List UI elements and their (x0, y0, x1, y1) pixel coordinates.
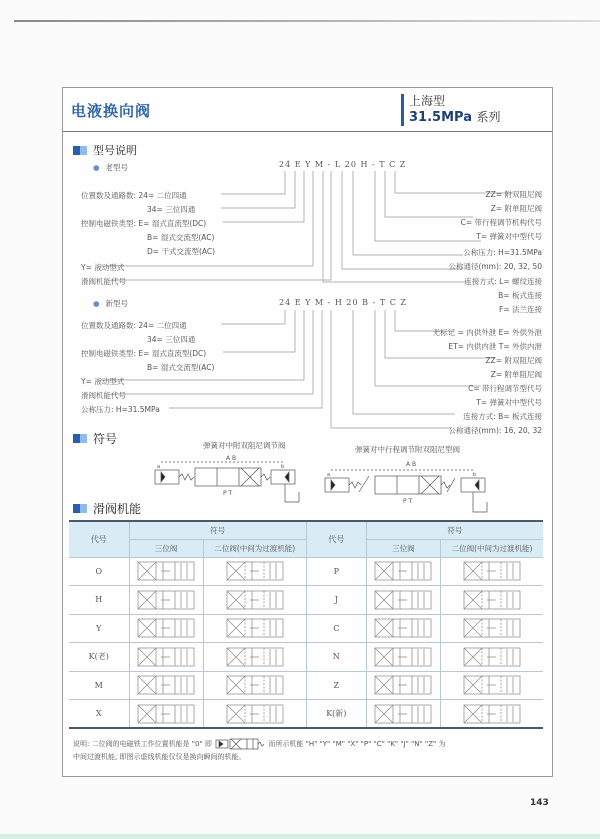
port-b-label: b (473, 472, 477, 478)
table-row (69, 671, 543, 700)
valve-symbol-icon (374, 561, 432, 581)
note-line2: 中间过渡机能, 即图示虚线机能仅仅是换向瞬间的机能。 (73, 753, 246, 761)
two-position-symbol (203, 614, 306, 643)
valve-symbol-icon (463, 618, 521, 638)
old-model-code: 24 E Y M - L 20 H - T C Z (279, 160, 407, 169)
function-code: M (69, 671, 129, 700)
three-position-symbol (366, 586, 440, 615)
new-right-item: C= 带行程调节型代号 (468, 384, 542, 393)
section-bullet-icon (73, 504, 87, 513)
old-right-item: ZZ= 附双阻尼阀 (485, 190, 542, 199)
old-left-item: 34= 三位四通 (147, 205, 196, 214)
page-number: 143 (530, 798, 549, 808)
old-left-item: 控制电磁铁类型: E= 湿式直流型(DC) (81, 219, 207, 228)
top-rule (14, 20, 600, 22)
valve-diagram-1 (153, 448, 303, 508)
ports-bottom-label: P T (223, 490, 233, 497)
old-left-item: 滑阀机能代号 (81, 277, 126, 286)
three-position-symbol (129, 614, 203, 643)
valve-symbol-icon (374, 618, 432, 638)
function-code: O (69, 557, 129, 586)
new-left-item: 控制电磁铁类型: E= 湿式直流型(DC) (81, 349, 207, 358)
valve-symbol-icon (374, 647, 432, 667)
section-heading: 滑阀机能 (93, 502, 142, 516)
section-bullet-icon (73, 434, 87, 443)
new-left-item: 位置数及通路数: 24= 二位四通 (81, 321, 187, 330)
old-left-item: Y= 液动型式 (81, 263, 125, 272)
two-position-symbol (441, 700, 543, 729)
old-left-item: B= 湿式交流型(AC) (147, 233, 215, 242)
two-position-symbol (203, 700, 306, 729)
two-position-symbol (203, 671, 306, 700)
catalog-card (62, 87, 553, 777)
valve-function-icon (214, 738, 266, 750)
old-right-item: 公称压力: H=31.5MPa (463, 248, 542, 257)
three-position-symbol (366, 614, 440, 643)
function-code: X (69, 700, 129, 729)
series-label: 系列 (476, 110, 501, 124)
function-code: Y (69, 614, 129, 643)
new-right-item: 连接方式: B= 板式连接 (463, 412, 542, 421)
note-text (73, 738, 543, 764)
diagram-caption-1: 弹簧对中附双阻尼调节阀 (203, 441, 286, 450)
table-row (69, 586, 543, 615)
two-position-symbol (441, 671, 543, 700)
bullet-dot-icon: ● (93, 163, 100, 172)
new-right-item: ET= 内供内泄 T= 外供内泄 (448, 342, 542, 351)
col-symbol-header: 符号 (129, 521, 306, 539)
series-subtitle: 上海型 (409, 94, 446, 108)
ports-top-label: A B (226, 455, 237, 462)
old-right-item: Z= 附单阻尼阀 (490, 204, 542, 213)
note-line1-b: 而所示机能 "H" "Y" "M" "X" "P" "C" "K" "J" "N" "Z" 为 (268, 740, 446, 748)
valve-symbol-icon (137, 618, 195, 638)
section-function (73, 500, 141, 517)
valve-symbol-icon (137, 647, 195, 667)
valve-symbol-icon (226, 590, 284, 610)
function-code: P (306, 557, 366, 586)
old-left-item: 位置数及通路数: 24= 二位四通 (81, 191, 187, 200)
bullet-dot-icon: ● (93, 299, 100, 308)
valve-symbol-icon (137, 704, 195, 724)
new-right-item: Z= 附单阻尼阀 (490, 370, 542, 379)
valve-symbol-icon (137, 675, 195, 695)
old-left-item: D= 干式交流型(AC) (147, 247, 216, 256)
two-position-symbol (441, 586, 543, 615)
valve-symbol-icon (137, 590, 195, 610)
table-row (69, 700, 543, 729)
col-code-header: 代号 (306, 521, 366, 557)
three-position-symbol (129, 700, 203, 729)
section-symbol (73, 430, 117, 447)
new-left-item: B= 湿式交流型(AC) (147, 363, 215, 372)
valve-symbol-icon (226, 647, 284, 667)
table-row (69, 614, 543, 643)
new-model-label: ● 新型号 (93, 299, 129, 308)
old-model-label: ● 老型号 (93, 163, 129, 172)
valve-symbol-icon (374, 675, 432, 695)
new-left-item: 滑阀机能代号 (81, 391, 126, 400)
col-three-position: 三位阀 (366, 539, 440, 557)
new-right-item: ZZ= 附双阻尼阀 (485, 356, 542, 365)
new-left-item: 34= 三位四通 (147, 335, 196, 344)
port-a-label: a (157, 464, 161, 470)
new-right-item: 公称通径(mm): 16, 20, 32 (448, 426, 542, 435)
section-heading: 型号说明 (93, 144, 137, 157)
new-right-item: T= 弹簧对中型代号 (476, 398, 542, 407)
diagram-caption-2: 弹簧对中行程调节附双阻尼型阀 (355, 445, 460, 454)
old-right-item: T= 弹簧对中型代号 (476, 232, 542, 241)
table-row (69, 557, 543, 586)
table-row (69, 643, 543, 672)
ports-top-label: A B (406, 461, 417, 468)
function-table (69, 520, 543, 729)
old-right-item: C= 带行程调节机构代号 (460, 218, 542, 227)
old-right-item: B= 板式连接 (498, 291, 542, 300)
col-code-header: 代号 (69, 521, 129, 557)
two-position-symbol (203, 557, 306, 586)
valve-diagram-2 (323, 452, 493, 514)
three-position-symbol (366, 557, 440, 586)
function-code: H (69, 586, 129, 615)
function-code: C (306, 614, 366, 643)
valve-symbol-icon (226, 618, 284, 638)
valve-symbol-icon (463, 590, 521, 610)
two-position-symbol (203, 643, 306, 672)
col-symbol-header: 符号 (366, 521, 543, 539)
valve-symbol-icon (374, 704, 432, 724)
function-code: N (306, 643, 366, 672)
old-right-item: 连接方式: L= 螺纹连接 (464, 277, 542, 286)
new-right-item: 无标记 = 内供外泄 E= 外供外泄 (432, 328, 542, 337)
three-position-symbol (366, 643, 440, 672)
three-position-symbol (366, 700, 440, 729)
two-position-symbol (203, 586, 306, 615)
col-three-position: 三位阀 (129, 539, 203, 557)
three-position-symbol (129, 557, 203, 586)
three-position-symbol (129, 671, 203, 700)
series-value: 31.5MPa (409, 110, 472, 125)
three-position-symbol (129, 643, 203, 672)
function-code: J (306, 586, 366, 615)
valve-symbol-icon (226, 704, 284, 724)
valve-symbol-icon (463, 704, 521, 724)
function-code: Z (306, 671, 366, 700)
new-left-item: 公称压力: H=31.5MPa (81, 405, 160, 414)
two-position-symbol (441, 643, 543, 672)
function-code: K(老) (69, 643, 129, 672)
col-two-position: 二位阀(中间为过渡机能) (441, 539, 543, 557)
port-a-label: a (327, 472, 331, 478)
valve-symbol-icon (226, 561, 284, 581)
two-position-symbol (441, 557, 543, 586)
valve-symbol-icon (374, 590, 432, 610)
old-right-item: F= 法兰连接 (499, 305, 542, 314)
page-title: 电液换向阀 (71, 102, 152, 120)
new-left-item: Y= 液动型式 (81, 377, 125, 386)
function-code: K(新) (306, 700, 366, 729)
three-position-symbol (129, 586, 203, 615)
bottom-edge (0, 834, 600, 839)
valve-symbol-icon (226, 675, 284, 695)
port-b-label: b (281, 464, 285, 470)
col-two-position: 二位阀(中间为过渡机能) (203, 539, 306, 557)
old-right-item: 公称通径(mm): 20, 32, 50 (448, 262, 542, 271)
valve-symbol-icon (463, 647, 521, 667)
two-position-symbol (441, 614, 543, 643)
valve-symbol-icon (463, 675, 521, 695)
new-model-code: 24 E Y M - H 20 B - T C Z (279, 298, 407, 307)
valve-symbol-icon (137, 561, 195, 581)
ports-bottom-label: P T (403, 498, 413, 505)
section-heading: 符号 (93, 432, 118, 446)
valve-symbol-icon (463, 561, 521, 581)
note-line1-a: 说明: 二位阀的电磁铁工作位置机能是 "0" 即 (73, 740, 212, 748)
three-position-symbol (366, 671, 440, 700)
